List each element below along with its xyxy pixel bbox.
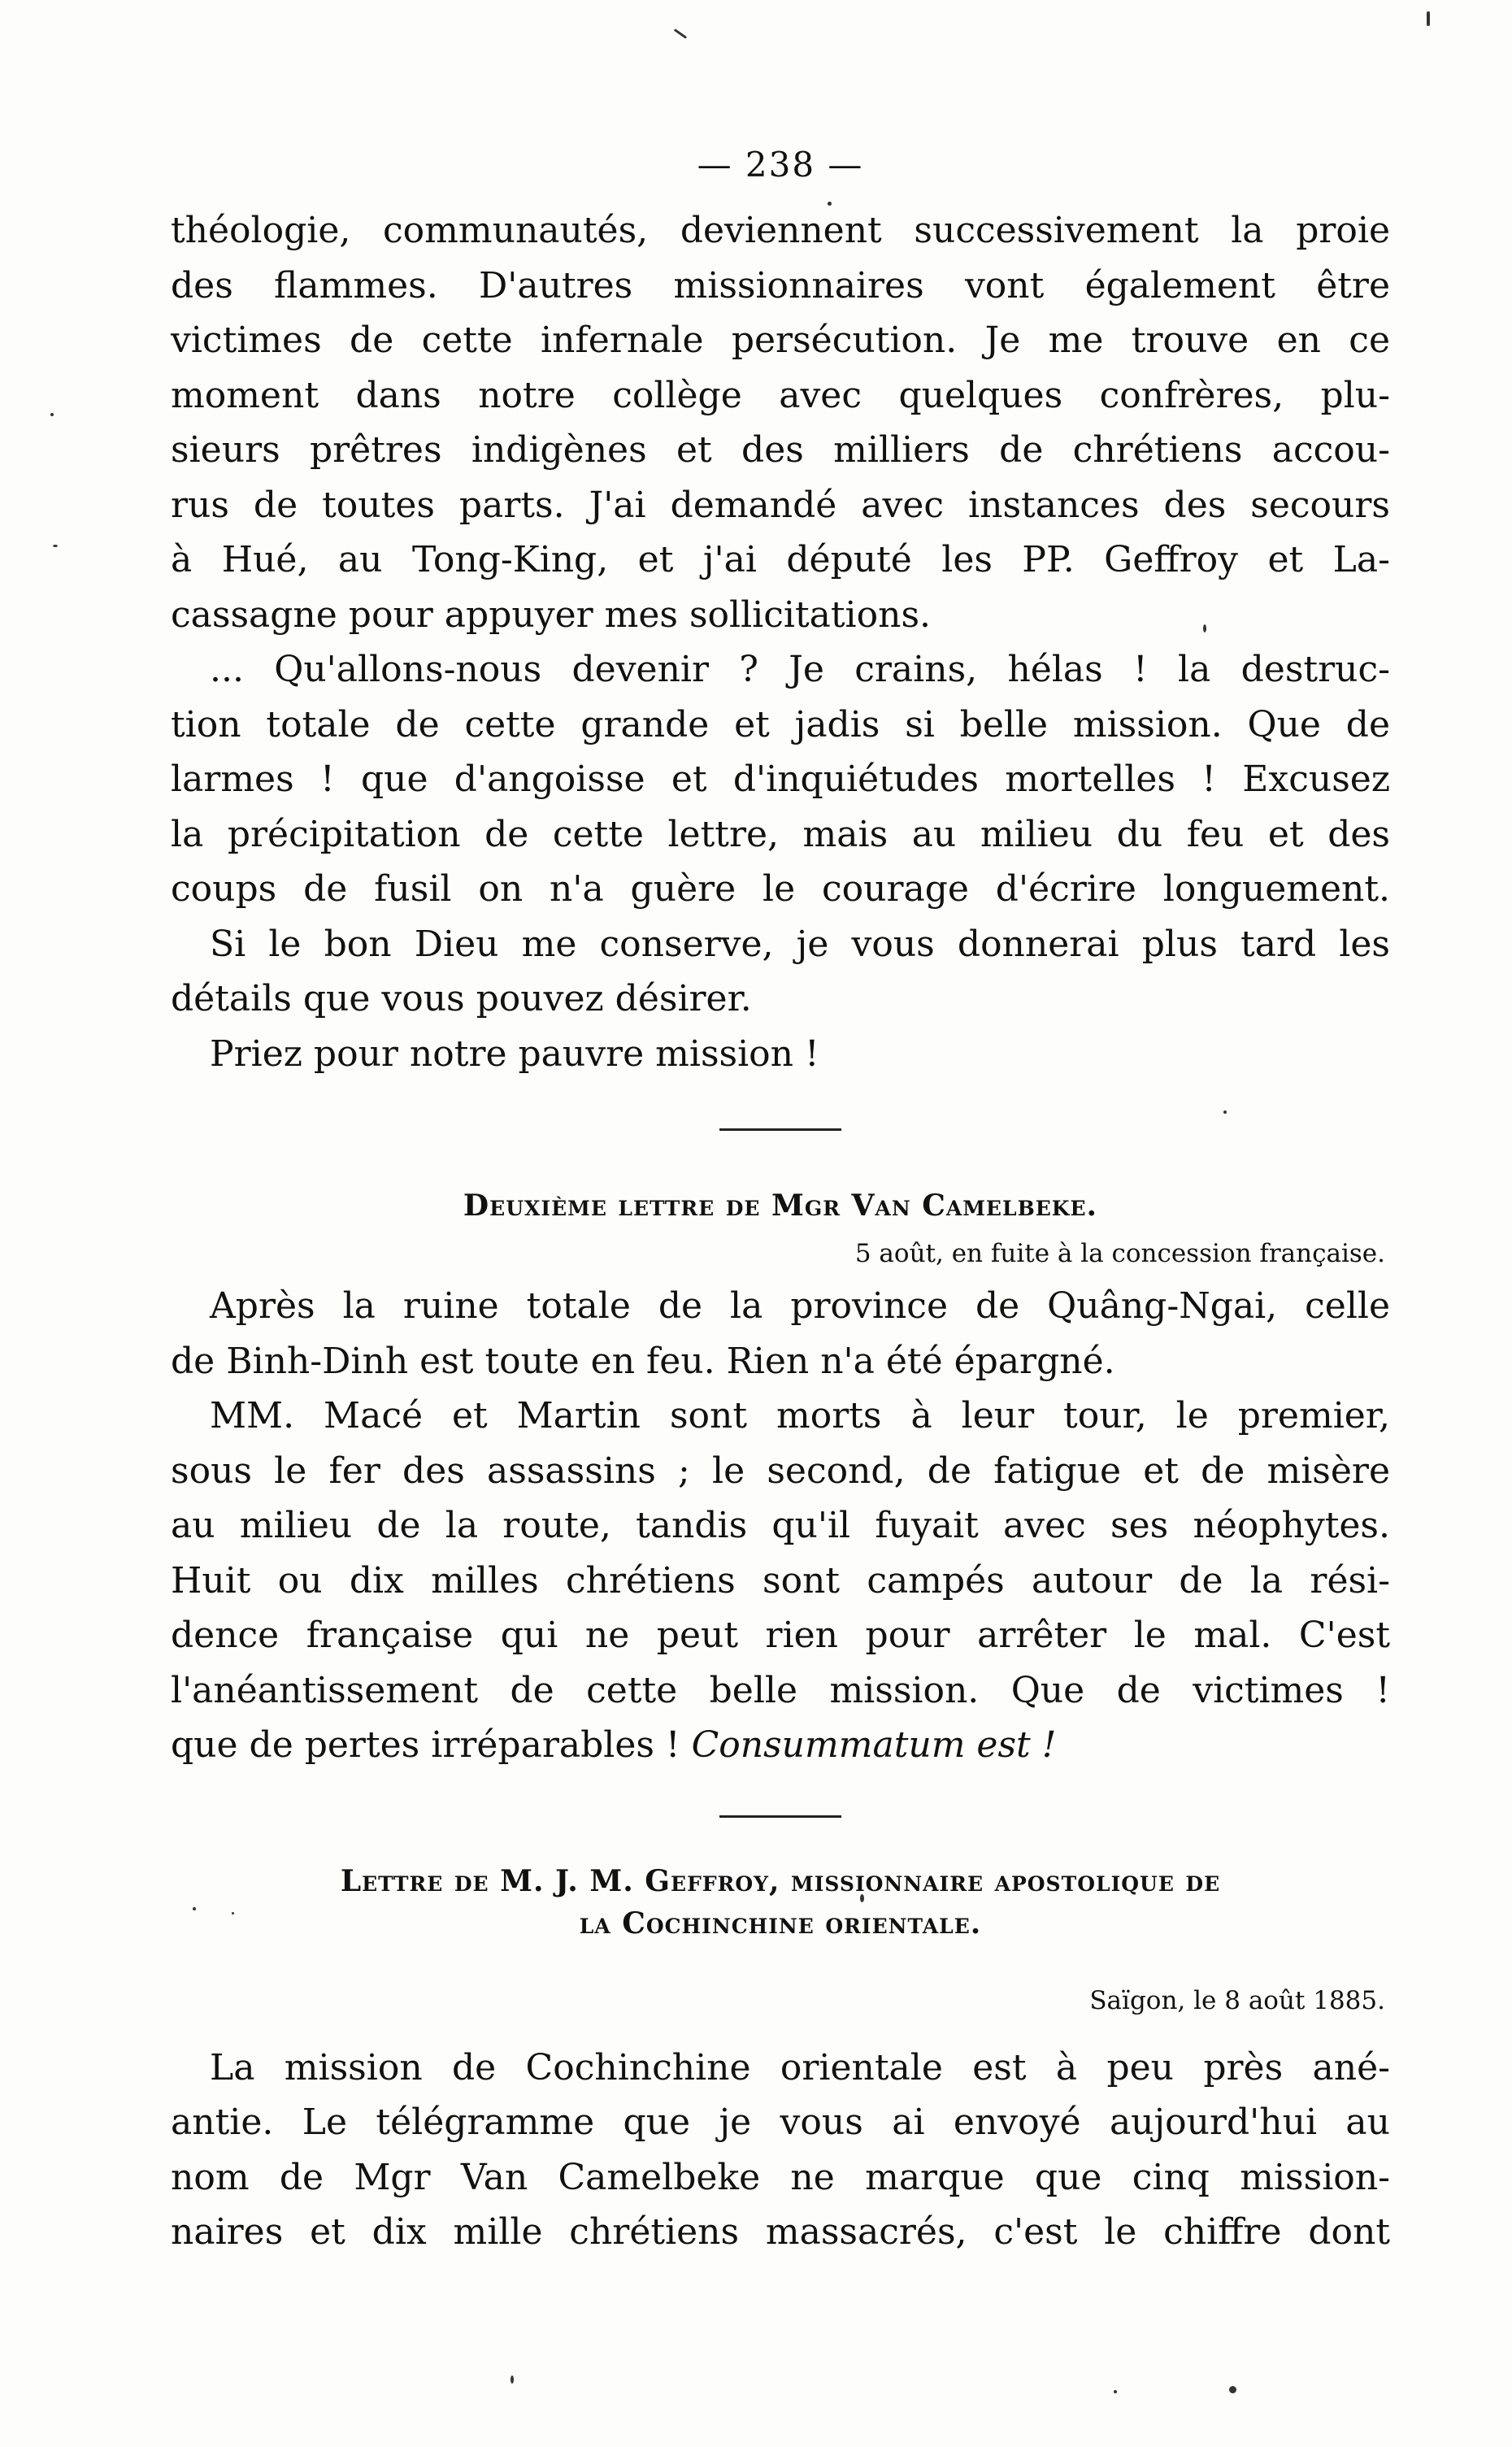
scan-speck	[1229, 2386, 1236, 2393]
text-run: que de pertes irréparables !	[171, 1724, 692, 1766]
text-line: antie. Le télégramme que je vous ai envoyé aujourd'hui au	[171, 2101, 1390, 2143]
text-line: à Hué, au Tong-King, et j'ai député les PP. Geffroy et La-	[171, 539, 1390, 580]
text-line: sieurs prêtres indigènes et des milliers de chrétiens accou-	[171, 429, 1390, 471]
section-heading-continued: la Cochinchine orientale.	[579, 1906, 982, 1941]
text-line: l'anéantissement de cette belle mission. Que de victimes !	[171, 1669, 1390, 1711]
text-line: dence française qui ne peut rien pour arrêter le mal. C'est	[171, 1615, 1390, 1656]
text-line: détails que vous pouvez désirer.	[171, 978, 752, 1019]
text-line: victimes de cette infernale persécution. Je me trouve en ce	[171, 319, 1390, 361]
text-line: Si le bon Dieu me conserve, je vous donnerai plus tard les	[210, 923, 1390, 965]
text-line	[171, 1718, 1390, 1773]
scan-speck	[674, 28, 687, 39]
latin-phrase: Consummatum est !	[691, 1724, 1057, 1766]
text-line: au milieu de la route, tandis qu'il fuyait avec ses néophytes.	[171, 1505, 1390, 1546]
section-heading: Deuxième lettre de Mgr Van Camelbeke.	[463, 1189, 1098, 1223]
section-heading: Lettre de M. J. M. Geffroy, missionnaire apostolique de	[340, 1863, 1221, 1898]
text-line: rus de toutes parts. J'ai demandé avec instances des secours	[171, 484, 1390, 526]
text-line: ... Qu'allons-nous devenir ? Je crains, hélas ! la destruc-	[210, 649, 1390, 690]
page-content	[171, 145, 1390, 2260]
scan-speck	[511, 2375, 514, 2384]
text-line: moment dans notre collège avec quelques confrères, plu-	[171, 374, 1390, 416]
text-line: naires et dix mille chrétiens massacrés, c'est le chiffre dont	[171, 2211, 1390, 2253]
text-line: sous le fer des assassins ; le second, de fatigue et de misère	[171, 1450, 1390, 1492]
text-line: cassagne pour appuyer mes sollicitations.	[171, 593, 932, 636]
text-line: des flammes. D'autres missionnaires vont également être	[171, 264, 1390, 306]
text-line: la précipitation de cette lettre, mais au milieu du feu et des	[171, 813, 1390, 855]
third-letter	[171, 2041, 1390, 2260]
text-line: La mission de Cochinchine orientale est à peu près ané-	[210, 2046, 1390, 2088]
text-line: coups de fusil on n'a guère le courage d'écrire longuement.	[171, 868, 1390, 910]
scan-speck	[50, 413, 54, 416]
dateline: 5 août, en fuite à la concession française.	[854, 1239, 1385, 1268]
text-line: de Binh-Dinh est toute en feu. Rien n'a été épargné.	[171, 1340, 1115, 1382]
text-line: tion totale de cette grande et jadis si belle mission. Que de	[171, 703, 1390, 745]
second-letter	[171, 1279, 1390, 1773]
scan-speck	[53, 545, 58, 547]
scan-speck	[1114, 2390, 1117, 2393]
text-line: Huit ou dix milles chrétiens sont campés autour de la rési-	[171, 1559, 1390, 1602]
dateline: Saïgon, le 8 août 1885.	[1089, 1985, 1385, 2015]
text-line: nom de Mgr Van Camelbeke ne marque que cinq mission-	[171, 2156, 1390, 2198]
text-line: Après la ruine totale de la province de Quâng-Ngai, celle	[210, 1285, 1390, 1327]
letter-continuation	[171, 203, 1390, 1081]
page-number: — 238 —	[697, 145, 864, 185]
text-line: larmes ! que d'angoisse et d'inquiétudes mortelles ! Excusez	[171, 758, 1390, 800]
text-line: MM. Macé et Martin sont morts à leur tour, le premier,	[210, 1395, 1390, 1436]
scan-speck	[1427, 11, 1430, 26]
text-line: Priez pour notre pauvre mission !	[210, 1032, 819, 1075]
text-line: théologie, communautés, deviennent successivement la proie	[171, 210, 1390, 251]
